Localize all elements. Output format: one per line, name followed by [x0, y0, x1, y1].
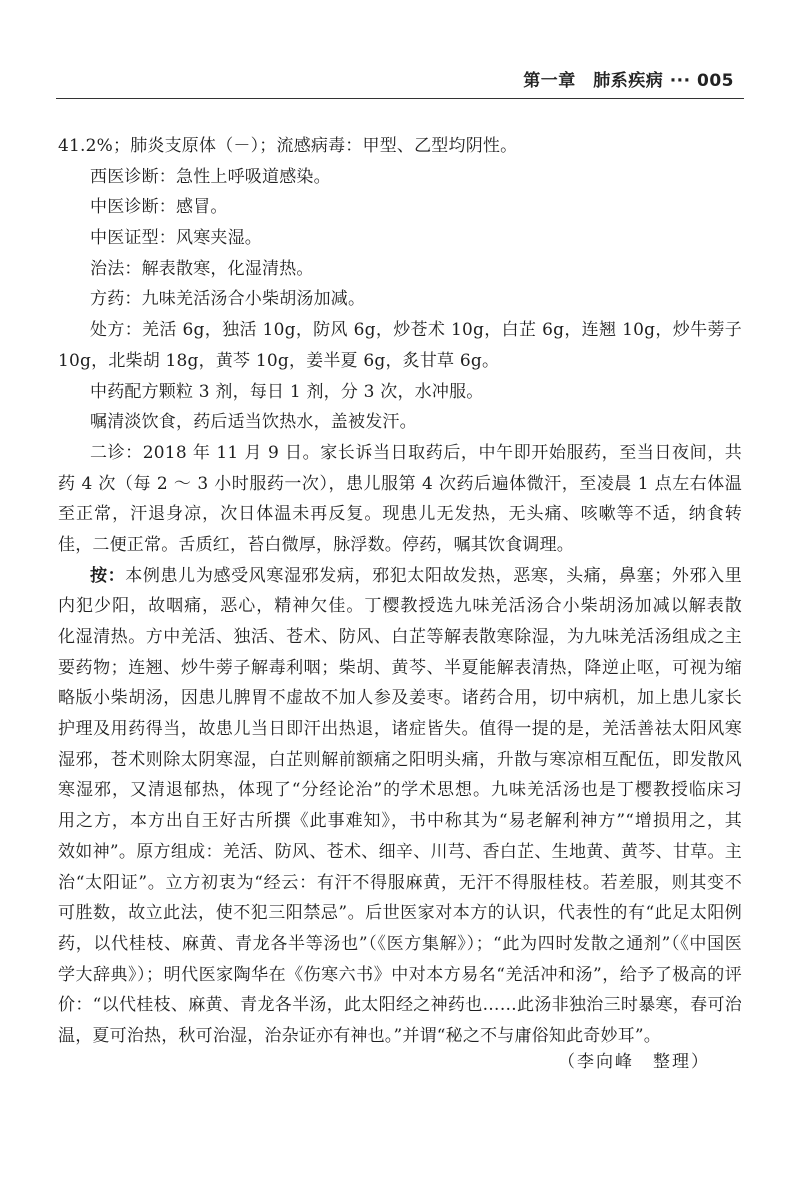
text-line	[58, 775, 742, 806]
line-text: 西医诊断：急性上呼吸道感染。	[90, 166, 331, 187]
text-line	[58, 990, 742, 1021]
text-line	[58, 407, 742, 438]
line-text: 湿邪，苍术则除太阴寒湿，白芷则解前额痛之阳明头痛，升散与寒凉相互配伍，即发散风	[58, 749, 742, 770]
text-line	[58, 254, 742, 285]
text-line	[58, 960, 742, 991]
body-text	[58, 131, 742, 1052]
line-text: 治法：解表散寒，化湿清热。	[90, 258, 314, 279]
text-line	[58, 806, 742, 837]
text-line	[58, 438, 742, 469]
line-text: 效如神”。原方组成：羌活、防风、苍术、细辛、川芎、香白芷、生地黄、黄芩、甘草。主	[58, 841, 742, 862]
line-text: 本例患儿为感受风寒湿邪发病，邪犯太阳故发热，恶寒，头痛，鼻塞；外邪入里	[125, 565, 742, 586]
text-line	[58, 714, 742, 745]
text-line	[58, 162, 742, 193]
line-text: 中药配方颗粒 3 剂，每日 1 剂，分 3 次，水冲服。	[90, 381, 484, 402]
line-text: 药，以代桂枝、麻黄、青龙各半等汤也”（《医方集解》）；“此为四时发散之通剂”（《中国医	[58, 933, 742, 954]
text-line	[58, 377, 742, 408]
text-line	[58, 561, 742, 592]
page-header	[0, 66, 800, 98]
text-line	[58, 745, 742, 776]
text-line	[58, 346, 742, 377]
line-text: 寒湿邪，又清退郁热，体现了“分经论治”的学术思想。九味羌活汤也是丁樱教授临床习	[58, 780, 742, 801]
text-line	[58, 683, 742, 714]
text-line	[58, 131, 742, 162]
line-text: 可胜数，故立此法，使不犯三阳禁忌”。后世医家对本方的认识，代表性的有“此足太阳例	[58, 903, 742, 924]
line-text: 二诊：2018 年 11 月 9 日。家长诉当日取药后，中午即开始服药，至当日夜间，共	[90, 442, 742, 463]
line-text: 价：“以代桂枝、麻黄、青龙各半汤，此太阳经之神药也……此汤非独治三时暴寒，春可治	[58, 995, 742, 1016]
text-line	[58, 653, 742, 684]
line-text: 药 4 次（每 2 ～ 3 小时服药一次），患儿服第 4 次药后遍体微汗，至凌晨 1 点左右体温	[58, 473, 742, 494]
text-line	[58, 315, 742, 346]
text-line	[58, 499, 742, 530]
line-text: 学大辞典》）；明代医家陶华在《伤寒六书》中对本方易名“羌活冲和汤”，给予了极高的评	[58, 964, 742, 985]
text-line	[58, 622, 742, 653]
line-text: 中医诊断：感冒。	[90, 197, 228, 218]
text-line	[58, 837, 742, 868]
line-text: 略版小柴胡汤，因患儿脾胃不虚故不加人参及姜枣。诸药合用，切中病机，加上患儿家长	[58, 688, 742, 709]
text-line	[58, 530, 742, 561]
line-text: 处方：羌活 6g，独活 10g，防风 6g，炒苍术 10g，白芷 6g，连翘 10g，炒牛蒡子	[90, 320, 742, 341]
text-line	[58, 284, 742, 315]
line-text: 护理及用药得当，故患儿当日即汗出热退，诸症皆失。值得一提的是，羌活善祛太阳风寒	[58, 719, 742, 740]
line-text: 至正常，汗退身凉，次日体温未再反复。现患儿无发热，无头痛、咳嗽等不适，纳食转	[58, 504, 742, 525]
text-line	[58, 223, 742, 254]
line-text: 佳，二便正常。舌质红，苔白微厚，脉浮数。停药，嘱其饮食调理。	[58, 534, 574, 555]
line-text: 中医证型：风寒夹湿。	[90, 228, 262, 249]
line-text: 要药物；连翘、炒牛蒡子解毒利咽；柴胡、黄芩、半夏能解表清热，降逆止呕，可视为缩	[58, 657, 742, 678]
editor-credit: （李向峰 整理）	[558, 1052, 710, 1072]
line-text: 用之方，本方出自王好古所撰《此事难知》，书中称其为“易老解利神方”“增损用之，其	[58, 811, 742, 832]
running-head: 第一章 肺系疾病 ··· 005	[523, 71, 734, 91]
header-rule	[56, 98, 744, 99]
text-line	[58, 469, 742, 500]
text-line	[58, 591, 742, 622]
text-line	[58, 868, 742, 899]
line-text: 温，夏可治热，秋可治湿，治杂证亦有神也。”并谓“秘之不与庸俗知此奇妙耳”。	[58, 1025, 661, 1046]
note-lead: 按：	[90, 565, 126, 586]
line-text: 41.2%；肺炎支原体（－）；流感病毒：甲型、乙型均阴性。	[58, 136, 518, 156]
text-line	[58, 192, 742, 223]
text-line	[58, 929, 742, 960]
line-text: 内犯少阳，故咽痛，恶心，精神欠佳。丁樱教授选九味羌活汤合小柴胡汤加减以解表散	[58, 596, 742, 617]
line-text: 10g，北柴胡 18g，黄芩 10g，姜半夏 6g，炙甘草 6g。	[58, 350, 500, 371]
line-text: 方药：九味羌活汤合小柴胡汤加减。	[90, 289, 366, 310]
line-text: 治“太阳证”。立方初衷为“经云：有汗不得服麻黄，无汗不得服桂枝。若差服，则其变不	[58, 872, 742, 893]
line-text: 嘱清淡饮食，药后适当饮热水，盖被发汗。	[90, 412, 417, 433]
line-text: 化湿清热。方中羌活、独活、苍术、防风、白芷等解表散寒除湿，为九味羌活汤组成之主	[58, 627, 742, 647]
text-line	[58, 898, 742, 929]
